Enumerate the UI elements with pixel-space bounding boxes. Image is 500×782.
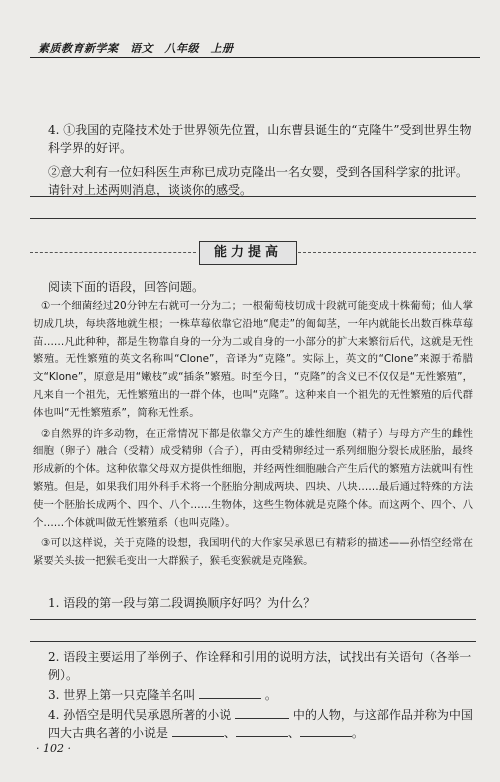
passage-paragraph-2: ②自然界的许多动物，在正常情况下都是依靠父方产生的雄性细胞（精子）与母方产生的雌性细胞（卵子）融合（受精）成受精卵（合子），再由受精卵经过一系列细胞分裂长成胚胎，最终形成新的个体。这种依靠父母双方提供性细胞，并经两性细胞融合产生后代的繁殖方法就叫有性繁殖。但是，如果我们用外科手术将一个胚胎分割成两块、四块、八块……最后通过特殊的方法使一个胚胎长成两个、四个、八个……生物体，这些生物体就是克隆个体。而这两个、四个、八个……个体就叫做无性繁殖系（也叫克隆）。 [33,427,473,529]
section-title: 能力提高 [199,241,297,265]
section-divider-right [298,252,476,253]
question-4-item-1: 4. ①我国的克隆技术处于世界领先位置，山东曹县诞生的“克隆牛”受到世界生物科学界的好评。 [48,123,472,155]
answer-line [30,641,476,642]
header-rule [30,57,480,58]
question-4 [48,706,476,742]
question-3-text: 3. 世界上第一只克隆羊名叫 [48,688,196,702]
question-4-item-2: ②意大利有一位妇科医生声称已成功克隆出一名女婴，受到各国科学家的批评。 [48,165,469,179]
question-3-end: 。 [264,688,277,702]
question-4-prompt: 请针对上述两则消息，谈谈你的感受。 [48,183,253,197]
answer-line [30,619,476,620]
passage-paragraph-1: ①一个细菌经过20分钟左右就可一分为二；一根葡萄枝切成十段就可能变成十株葡萄；仙人掌切成几块，每块落地就生根；一株草莓依靠它沿地“爬走”的匍匐茎，一年内就能长出数百株草莓苗……凡此种种，都是生物靠自身的一分为二或自身的一小部分的扩大来繁衍后代，这就是无性繁殖。无性繁殖的英文名称叫“Clone”，音译为“克隆”。实际上，英文的“Clone”来源于希腊文“Klone”，原意是用“嫩枝”或“插条”繁殖。时至今日，“克隆”的含义已不仅仅是“无性繁殖”，凡来自一个祖先，无性繁殖出的一群个体，也叫“克隆”。这种来自一个祖先的无性繁殖的后代群体也叫“无性繁殖系”，简称无性系。 [33,300,473,419]
running-header: 素质教育新学案 语文 八年级 上册 [38,42,234,55]
reading-passage [33,298,473,574]
answer-line [30,196,476,197]
section-divider-left [30,252,196,253]
question-3 [48,686,277,704]
reading-instruction: 阅读下面的语段，回答问题。 [48,280,205,294]
answer-blank[interactable] [199,686,261,699]
question-2: 2. 语段主要运用了举例子、作诠释和引用的说明方法，试找出有关语句（各举一例）。 [48,650,472,682]
question-1: 1. 语段的第一段与第二段调换顺序好吗？为什么？ [48,596,316,610]
passage-paragraph-3: ③可以这样说，关于克隆的设想，我国明代的大作家吴承恩已有精彩的描述——孙悟空经常在紧要关头拔一把猴毛变出一大群猴子，猴毛变猴就是克隆猴。 [33,537,473,568]
question-4-text-mid: 中的人物，与这部作品并称为中国四大古典名著的小说是 [48,708,473,740]
separator: 、 [223,726,236,740]
question-4-end: 。 [351,726,364,740]
answer-line [30,218,476,219]
question-4-text: 4. 孙悟空是明代吴承恩所著的小说 [48,708,232,722]
page-number: · 102 · [36,742,71,755]
answer-blank[interactable] [235,706,289,719]
question-4-block [48,121,478,199]
answer-blank[interactable] [236,724,288,737]
answer-blank[interactable] [172,724,224,737]
answer-blank[interactable] [300,724,352,737]
separator: 、 [287,726,300,740]
